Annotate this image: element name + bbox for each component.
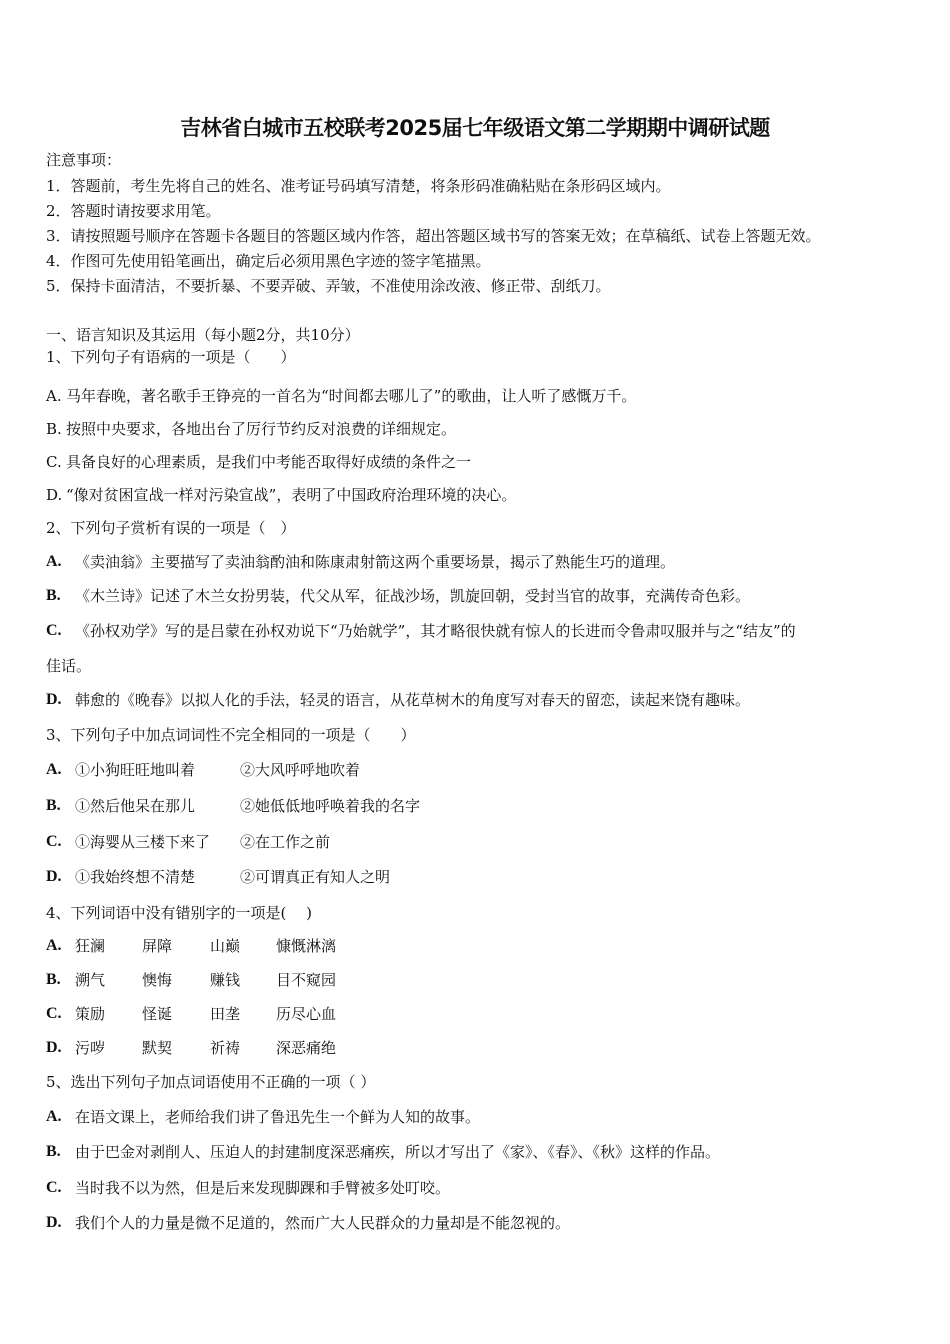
option-label: C. xyxy=(46,453,62,471)
option-b xyxy=(0,796,950,818)
option-b xyxy=(0,586,950,608)
option-text: 策励 xyxy=(75,1005,106,1023)
option-label: D. xyxy=(46,1039,62,1056)
option-text: 由于巴金对剥削人、压迫人的封建制度深恶痛疾，所以才写出了《家》、《春》、《秋》这样的作品。 xyxy=(75,1143,721,1161)
option-a xyxy=(0,936,950,958)
option-text: 懊悔 xyxy=(142,971,173,989)
option-d xyxy=(0,867,950,889)
option-text: 《孙权劝学》写的是吕蒙在孙权劝说下“乃始就学”，其才略很快就有惊人的长进而令鲁肃叹服并与之“结友”的 xyxy=(75,622,796,640)
option-b xyxy=(0,419,950,441)
option-text: 赚钱 xyxy=(210,971,241,989)
option-text: 田垄 xyxy=(210,1005,241,1023)
option-c xyxy=(0,832,950,854)
option-text: 我们个人的力量是微不足道的，然而广大人民群众的力量却是不能忽视的。 xyxy=(75,1214,571,1232)
option-text: 屏障 xyxy=(142,937,173,955)
option-a xyxy=(0,552,950,574)
option-d xyxy=(0,485,950,507)
option-c xyxy=(0,621,950,643)
option-text: “像对贫困宣战一样对污染宣战”，表明了中国政府治理环境的决心。 xyxy=(66,486,517,504)
section-heading: 一、语言知识及其运用（每小题2分，共10分） xyxy=(46,326,360,344)
note-item: 1．答题前，考生先将自己的姓名、准考证号码填写清楚，将条形码准确粘贴在条形码区域内。 xyxy=(46,177,671,195)
option-text: ②大风呼呼地吹着 xyxy=(240,761,361,779)
option-d xyxy=(0,1213,950,1235)
question-stem: 5、选出下列句子加点词语使用不正确的一项（ ） xyxy=(46,1073,376,1091)
option-label: D. xyxy=(46,1214,62,1231)
option-label: A. xyxy=(46,761,62,778)
option-label: C. xyxy=(46,1179,62,1196)
option-text: ②可谓真正有知人之明 xyxy=(240,868,391,886)
option-text: ①小狗旺旺地叫着 xyxy=(75,761,196,779)
option-text: ①海婴从三楼下来了 xyxy=(75,833,211,851)
option-c xyxy=(0,1004,950,1026)
option-label: A. xyxy=(46,1108,62,1125)
option-text: 默契 xyxy=(142,1039,173,1057)
option-text: 溯气 xyxy=(75,971,106,989)
option-d xyxy=(0,690,950,712)
option-label: D. xyxy=(46,868,62,885)
option-text: ①然后他呆在那儿 xyxy=(75,797,196,815)
option-label: A. xyxy=(46,553,62,570)
option-label: B. xyxy=(46,420,62,438)
option-label: C. xyxy=(46,833,62,850)
option-text: 《木兰诗》记述了木兰女扮男装，代父从军，征战沙场，凯旋回朝，受封当官的故事，充满传奇色彩。 xyxy=(75,587,751,605)
option-a xyxy=(0,760,950,782)
note-item: 5．保持卡面清洁，不要折暴、不要弄破、弄皱，不准使用涂改液、修正带、刮纸刀。 xyxy=(46,277,611,295)
option-label: D. xyxy=(46,691,62,708)
option-text: 韩愈的《晚春》以拟人化的手法，轻灵的语言，从花草树木的角度写对春天的留恋，读起来饶有趣味。 xyxy=(75,691,751,709)
document-title: 吉林省白城市五校联考2025届七年级语文第二学期期中调研试题 xyxy=(180,116,770,140)
option-text: 山巅 xyxy=(210,937,241,955)
option-text: 慷慨淋漓 xyxy=(276,937,337,955)
option-text: ②她低低地呼唤着我的名字 xyxy=(240,797,421,815)
option-text: 按照中央要求，各地出台了厉行节约反对浪费的详细规定。 xyxy=(66,420,457,438)
option-text: 《卖油翁》主要描写了卖油翁酌油和陈康肃射箭这两个重要场景，揭示了熟能生巧的道理。 xyxy=(75,553,676,571)
option-label: A. xyxy=(46,387,62,405)
option-label: B. xyxy=(46,797,61,814)
question-stem: 1、下列句子有语病的一项是（ ） xyxy=(46,348,296,366)
option-text: ②在工作之前 xyxy=(240,833,331,851)
option-b xyxy=(0,1142,950,1164)
note-item: 3．请按照题号顺序在答题卡各题目的答题区域内作答，超出答题区域书写的答案无效；在草稿纸、试卷上答题无效。 xyxy=(46,227,821,245)
option-text: 在语文课上，老师给我们讲了鲁迅先生一个鲜为人知的故事。 xyxy=(75,1108,481,1126)
option-text: ①我始终想不清楚 xyxy=(75,868,196,886)
option-text: 祈祷 xyxy=(210,1039,241,1057)
option-d xyxy=(0,1038,950,1060)
option-label: B. xyxy=(46,1143,61,1160)
option-label: A. xyxy=(46,937,62,954)
option-label: C. xyxy=(46,1005,62,1022)
notes-heading: 注意事项： xyxy=(46,151,122,169)
option-c xyxy=(0,452,950,474)
option-a xyxy=(0,386,950,408)
question-stem: 3、下列句子中加点词词性不完全相同的一项是（ ） xyxy=(46,726,416,744)
option-label: B. xyxy=(46,587,61,604)
option-label: C. xyxy=(46,622,62,639)
note-item: 4．作图可先使用铅笔画出，确定后必须用黑色字迹的签字笔描黑。 xyxy=(46,252,491,270)
option-label: D. xyxy=(46,486,63,504)
note-item: 2．答题时请按要求用笔。 xyxy=(46,202,221,220)
option-text: 历尽心血 xyxy=(276,1005,337,1023)
option-text: 狂澜 xyxy=(75,937,106,955)
option-text: 具备良好的心理素质，是我们中考能否取得好成绩的条件之一 xyxy=(66,453,472,471)
option-text: 当时我不以为然，但是后来发现脚踝和手臂被多处叮咬。 xyxy=(75,1179,451,1197)
option-text: 怪诞 xyxy=(142,1005,173,1023)
question-stem: 4、下列词语中没有错别字的一项是( ) xyxy=(46,904,313,922)
option-text: 深恶痛绝 xyxy=(276,1039,337,1057)
option-b xyxy=(0,970,950,992)
question-stem: 2、下列句子赏析有误的一项是（ ） xyxy=(46,519,296,537)
option-a xyxy=(0,1107,950,1129)
option-text: 马年春晚，著名歌手王铮亮的一首名为“时间都去哪儿了”的歌曲，让人听了感慨万千。 xyxy=(66,387,637,405)
option-text: 污哕 xyxy=(75,1039,106,1057)
option-c xyxy=(0,1178,950,1200)
option-continuation: 佳话。 xyxy=(46,657,92,675)
option-label: B. xyxy=(46,971,61,988)
option-text: 目不窥园 xyxy=(276,971,337,989)
